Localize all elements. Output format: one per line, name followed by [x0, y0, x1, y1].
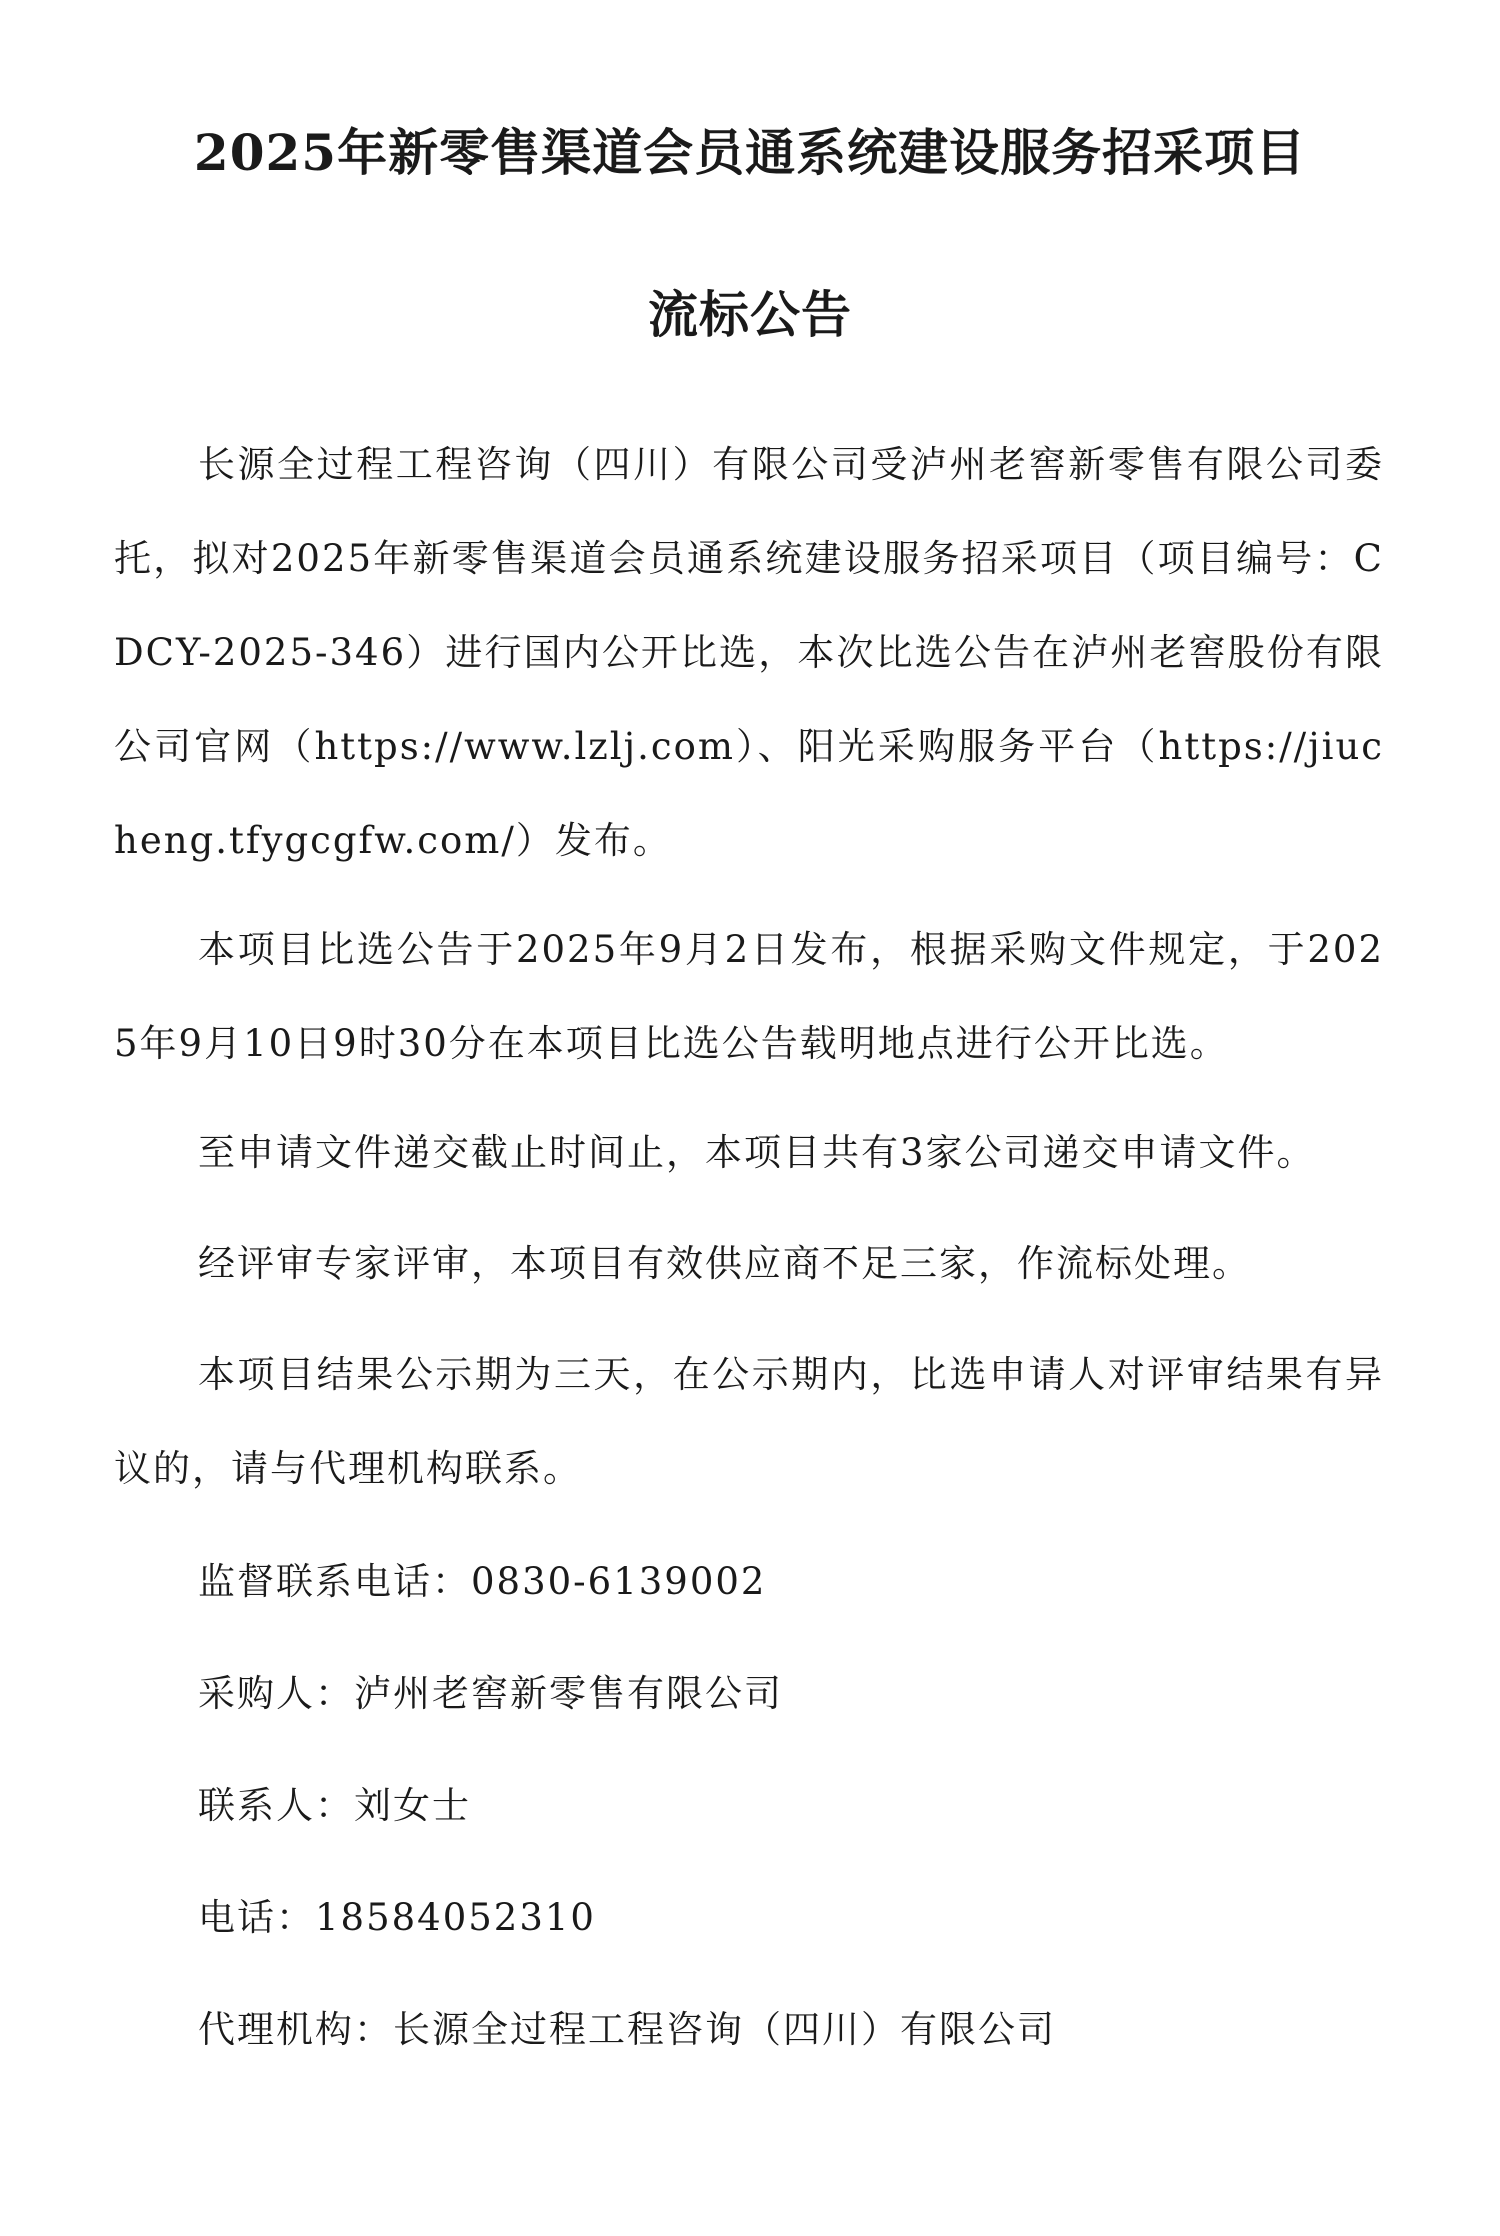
- paragraph-publicity-period: 本项目结果公示期为三天，在公示期内，比选申请人对评审结果有异议的，请与代理机构联系。: [114, 1353, 1384, 1490]
- paragraph-announcement-date: 本项目比选公告于2025年9月2日发布，根据采购文件规定，于2025年9月10日9时30分在本项目比选公告载明地点进行公开比选。: [114, 928, 1384, 1065]
- paragraph-submissions: 至申请文件递交截止时间止，本项目共有3家公司递交申请文件。: [198, 1131, 1316, 1174]
- supervision-phone: 监督联系电话：0830-6139002: [198, 1560, 767, 1603]
- contact-phone: 电话：18584052310: [198, 1896, 596, 1939]
- paragraph-evaluation-result: 经评审专家评审，本项目有效供应商不足三家，作流标处理。: [198, 1242, 1251, 1285]
- contact-person: 联系人：刘女士: [198, 1784, 471, 1827]
- paragraph-commission: 长源全过程工程咨询（四川）有限公司受泸州老窖新零售有限公司委托，拟对2025年新零售渠道会员通系统建设服务招采项目（项目编号：CDCY-2025-346）进行国内公开比选，本次比选公告在泸州老窖股份有限公司官网（https://www.lzlj.com）、阳光采购服务平台（https://jiucheng.tfygcgfw.com/）发布。: [114, 443, 1384, 862]
- purchaser-name: 采购人：泸州老窖新零售有限公司: [198, 1672, 783, 1715]
- document-title: 2025年新零售渠道会员通系统建设服务招采项目: [193, 123, 1307, 182]
- document-subtitle: 流标公告: [648, 285, 852, 344]
- agency-name: 代理机构：长源全过程工程咨询（四川）有限公司: [198, 2008, 1056, 2051]
